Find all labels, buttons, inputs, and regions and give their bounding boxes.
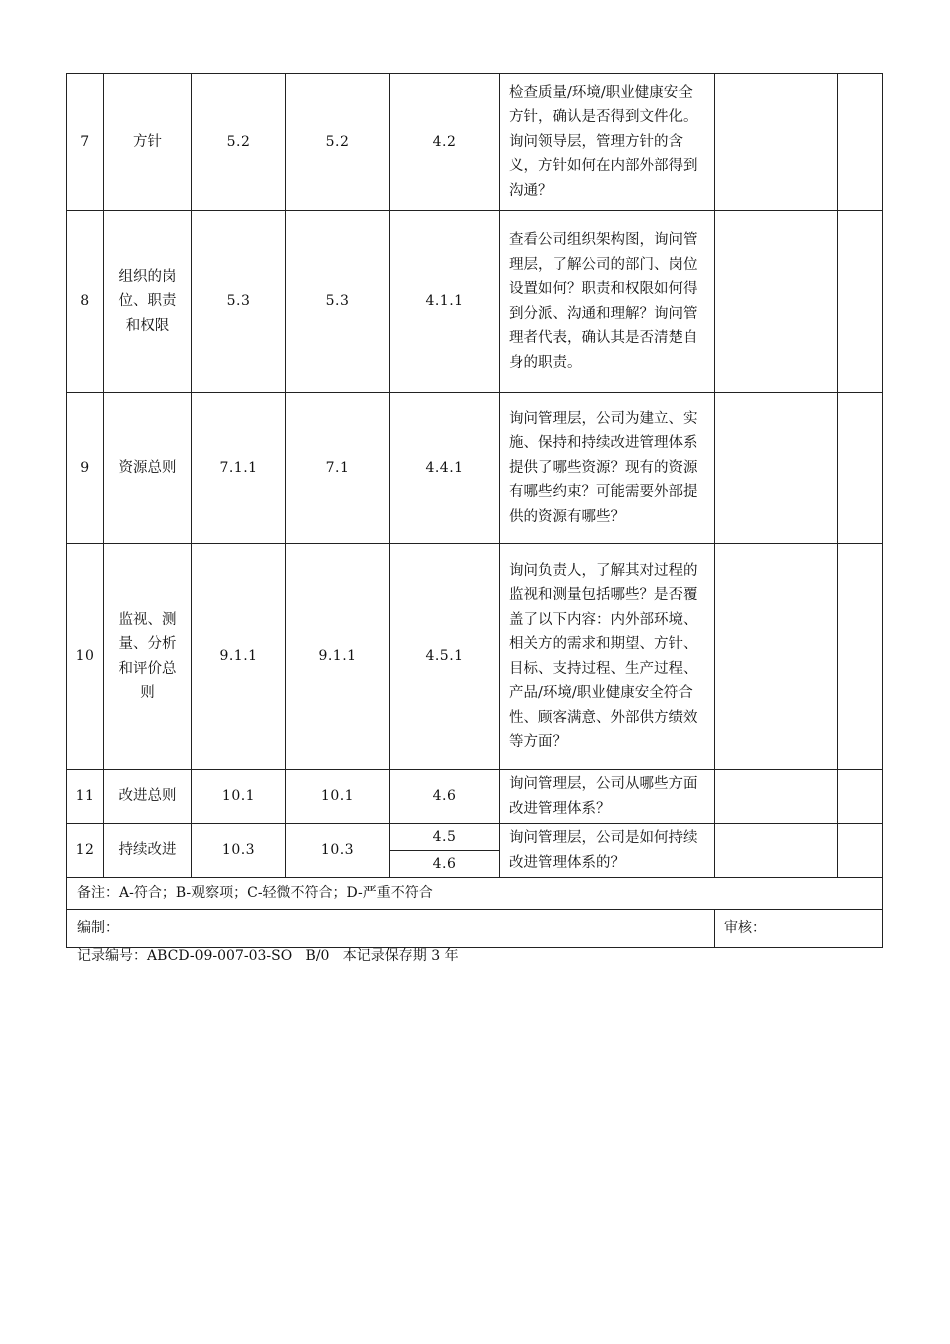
result-cell xyxy=(838,393,883,544)
result-cell xyxy=(838,211,883,393)
clause-col-3: 4.5.1 xyxy=(390,544,500,770)
row-number: 11 xyxy=(67,770,104,824)
audit-item: 持续改进 xyxy=(104,824,192,878)
clause-col-3: 4.1.1 xyxy=(390,211,500,393)
record-cell xyxy=(715,74,838,211)
remark-text: 备注：A-符合；B-观察项；C-轻微不符合；D-严重不符合 xyxy=(67,878,883,910)
row-number: 10 xyxy=(67,544,104,770)
clause-col-1: 10.3 xyxy=(192,824,286,878)
row-number: 7 xyxy=(67,74,104,211)
audit-method: 询问负责人，了解其对过程的监视和测量包括哪些？是否覆盖了以下内容：内外部环境、相关方的需求和期望、方针、目标、支持过程、生产过程、产品/环境/职业健康安全符合性、顾客满意、外部供方绩效等方面？ xyxy=(500,544,715,770)
clause-col-2: 10.1 xyxy=(286,770,390,824)
audit-method: 询问管理层，公司是如何持续改进管理体系的？ xyxy=(500,824,715,878)
record-cell xyxy=(715,824,838,878)
clause-col-3-lower: 4.6 xyxy=(390,851,500,878)
clause-col-1: 10.1 xyxy=(192,770,286,824)
remark-row xyxy=(67,878,883,910)
audit-item: 组织的岗位、职责和权限 xyxy=(104,211,192,393)
table-row xyxy=(67,770,883,824)
record-cell xyxy=(715,393,838,544)
table-row xyxy=(67,824,883,851)
clause-col-1: 5.2 xyxy=(192,74,286,211)
row-number: 9 xyxy=(67,393,104,544)
result-cell xyxy=(838,824,883,878)
record-cell xyxy=(715,211,838,393)
result-cell xyxy=(838,74,883,211)
clause-col-2: 7.1 xyxy=(286,393,390,544)
clause-col-1: 5.3 xyxy=(192,211,286,393)
audit-item: 监视、测量、分析和评价总则 xyxy=(104,544,192,770)
result-cell xyxy=(838,770,883,824)
audit-item: 资源总则 xyxy=(104,393,192,544)
audit-method: 询问管理层，公司从哪些方面改进管理体系？ xyxy=(500,770,715,824)
record-cell xyxy=(715,544,838,770)
audit-method: 检查质量/环境/职业健康安全方针，确认是否得到文件化。询问领导层，管理方针的含义，方针如何在内部外部得到沟通？ xyxy=(500,74,715,211)
audit-checklist-table xyxy=(66,73,883,948)
record-cell xyxy=(715,770,838,824)
signature-row xyxy=(67,910,883,948)
reviewed-by-field: 审核： xyxy=(715,910,883,948)
row-number: 12 xyxy=(67,824,104,878)
table-row xyxy=(67,544,883,770)
clause-col-3: 4.2 xyxy=(390,74,500,211)
clause-col-2: 5.2 xyxy=(286,74,390,211)
row-number: 8 xyxy=(67,211,104,393)
clause-col-3: 4.6 xyxy=(390,770,500,824)
clause-col-2: 5.3 xyxy=(286,211,390,393)
record-number-footer: 记录编号：ABCD-09-007-03-SO B/0 本记录保存期 3 年 xyxy=(77,948,459,964)
clause-col-2: 9.1.1 xyxy=(286,544,390,770)
table-row xyxy=(67,393,883,544)
clause-col-1: 7.1.1 xyxy=(192,393,286,544)
compiled-by-field: 编制： xyxy=(67,910,715,948)
table-row xyxy=(67,211,883,393)
clause-col-1: 9.1.1 xyxy=(192,544,286,770)
clause-col-2: 10.3 xyxy=(286,824,390,878)
clause-col-3-upper: 4.5 xyxy=(390,824,500,851)
result-cell xyxy=(838,544,883,770)
audit-item: 方针 xyxy=(104,74,192,211)
table-row xyxy=(67,74,883,211)
audit-method: 询问管理层，公司为建立、实施、保持和持续改进管理体系提供了哪些资源？现有的资源有哪些约束？可能需要外部提供的资源有哪些？ xyxy=(500,393,715,544)
clause-col-3: 4.4.1 xyxy=(390,393,500,544)
audit-method: 查看公司组织架构图，询问管理层，了解公司的部门、岗位设置如何？职责和权限如何得到分派、沟通和理解？询问管理者代表，确认其是否清楚自身的职责。 xyxy=(500,211,715,393)
audit-item: 改进总则 xyxy=(104,770,192,824)
